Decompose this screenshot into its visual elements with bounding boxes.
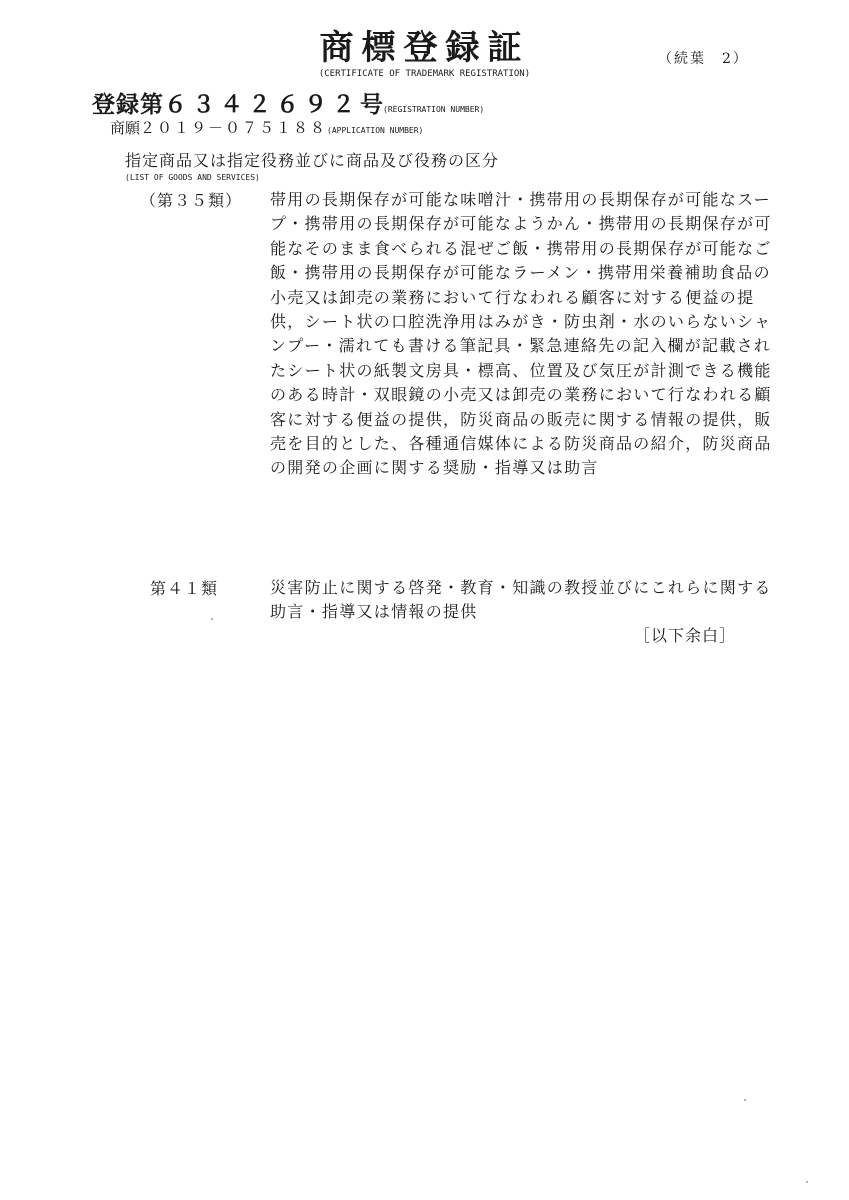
registration-suffix: 号 — [360, 91, 383, 118]
remainder-blank-note: ［以下余白］ — [634, 626, 737, 645]
goods-services-heading: 指定商品又は指定役務並びに商品及び役務の区分 — [125, 151, 500, 170]
class-35-text: 帯用の長期保存が可能な味噌汁・携帯用の長期保存が可能なスープ・携帯用の長期保存が可能なようかん・携帯用の長期保存が可能なそのまま食べられる混ぜご飯・携帯用の長期保存が可能なご飯・携帯用の長期保存が可能なラーメン・携帯用栄養補助食品の小売又は卸売の業務において行なわれる顧客に対する便益の提供，シート状の口腔洗浄用はみがき・防虫剤・水のいらないシャンプー・濡れても書ける筆記具・緊急連絡先の記入欄が記載されたシート状の紙製文房具・標高、位置及び気圧が計測できる機能のある時計・双眼鏡の小売又は卸売の業務において行なわれる顧客に対する便益の提供，防災商品の販売に関する情報の提供，販売を目的とした、各種通信媒体による防災商品の紹介，防災商品の開発の企画に関する奨励・指導又は助言 — [270, 190, 772, 478]
certificate-title: 商標登録証 — [319, 28, 530, 68]
class-41-text: 災害防止に関する啓発・教育・知識の教授並びにこれらに関する助言・指導又は情報の提供 — [270, 578, 772, 622]
application-number-line — [110, 117, 423, 138]
registration-number-line — [92, 86, 484, 119]
registration-label: 登録第 — [92, 91, 164, 118]
class-35-label: （第３５類） — [140, 191, 243, 210]
scan-speck — [211, 618, 213, 620]
scan-speck — [806, 1181, 808, 1183]
class-41-label: 第４１類 — [150, 579, 219, 598]
goods-services-heading-en: (LIST OF GOODS AND SERVICES) — [125, 173, 260, 182]
registration-number-en: (REGISTRATION NUMBER) — [383, 105, 485, 114]
application-label: 商願 — [110, 119, 141, 137]
scan-speck — [744, 1099, 746, 1101]
continuation-page-number: （続葉 2） — [658, 51, 749, 67]
application-number-en: (APPLICATION NUMBER) — [327, 126, 424, 135]
certificate-title-en: (CERTIFICATE OF TRADEMARK REGISTRATION) — [318, 69, 531, 79]
registration-number: ６３４２６９２ — [164, 91, 360, 118]
application-number: ２０１９－０７５１８８ — [140, 119, 328, 137]
